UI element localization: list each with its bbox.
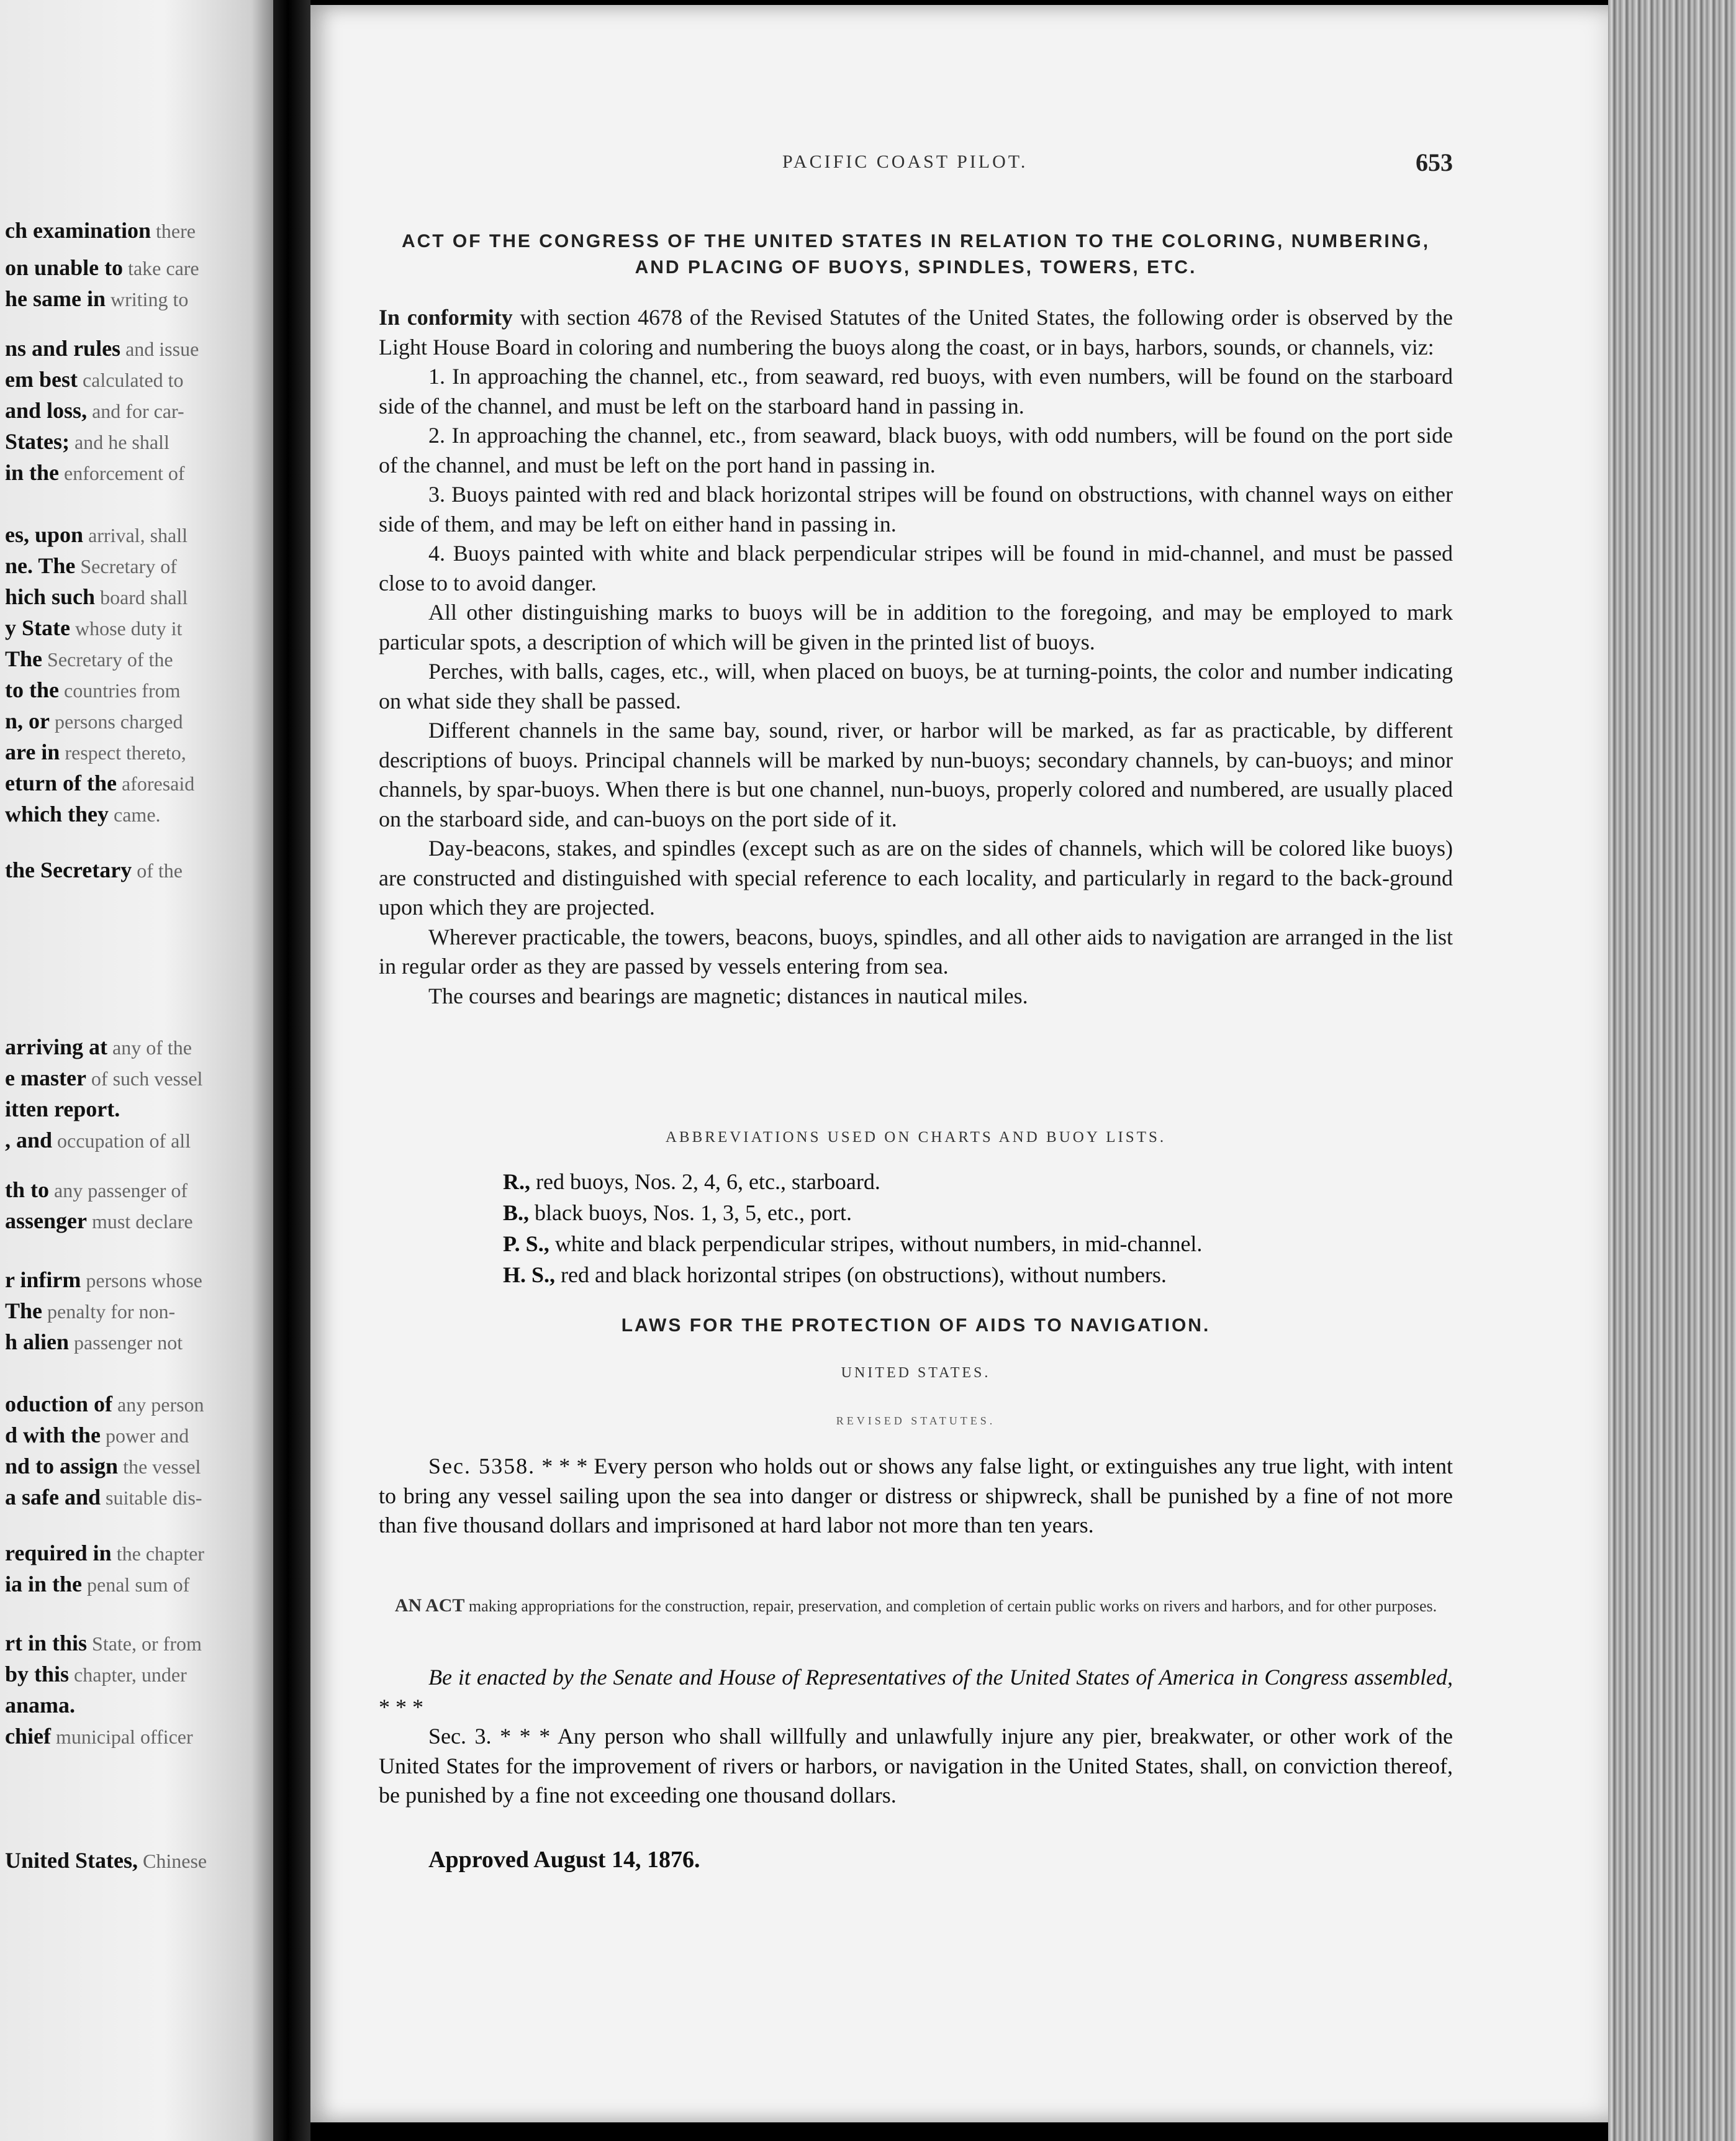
section-3-stars: * * * [491, 1724, 558, 1749]
abbreviation-item [503, 1166, 1434, 1197]
left-line-faint: whose duty it [70, 617, 183, 640]
left-page-line [5, 708, 183, 734]
left-line-bold: ia in the [5, 1572, 83, 1596]
left-line-bold: y State [5, 615, 70, 640]
left-line-faint: of such vessel [86, 1067, 203, 1090]
left-page-line [5, 1267, 202, 1293]
left-line-bold: d with the [5, 1423, 101, 1447]
left-line-bold: on unable to [5, 255, 124, 280]
left-line-bold: h alien [5, 1329, 70, 1354]
left-line-bold: in the [5, 460, 60, 485]
left-line-faint: Secretary of [75, 555, 177, 577]
paragraph-day-beacons: Day-beacons, stakes, and spindles (except such as are on the sides of channels, which will be colored like buoys) are constructed and distinguished with special reference to each locality, and particularly in regard to the back-ground upon which they are projected. [379, 836, 1453, 920]
left-page-line [5, 677, 180, 703]
left-page-line [5, 739, 186, 765]
left-line-bold: em best [5, 367, 78, 392]
left-page-line [5, 1540, 204, 1566]
abbreviation-code: H. S., [503, 1262, 556, 1287]
abbreviation-text: red buoys, Nos. 2, 4, 6, etc., starboard. [530, 1169, 880, 1194]
left-page-line [5, 1177, 188, 1203]
left-page-line [5, 857, 183, 883]
rule-3: 3. Buoys painted with red and black horizontal stripes will be found on obstructions, with channel ways on either side of them, and may be left on either hand in passing in. [379, 482, 1453, 536]
left-line-bold: nd to assign [5, 1454, 119, 1478]
left-page-line [5, 646, 173, 672]
left-line-faint: power and [101, 1424, 189, 1447]
rule-4: 4. Buoys painted with white and black perpendicular stripes will be found in mid-channel, and must be passed close to to avoid danger. [379, 541, 1453, 595]
left-line-faint: arrival, shall [83, 524, 188, 546]
left-line-faint: writing to [106, 288, 189, 310]
left-line-faint: countries from [58, 679, 181, 702]
left-line-bold: ne. The [5, 553, 76, 578]
abbreviation-item [503, 1197, 1434, 1228]
left-line-faint: aforesaid [116, 772, 195, 795]
left-line-bold: itten report. [5, 1097, 120, 1121]
left-line-faint: any person [112, 1393, 204, 1416]
left-line-faint: penal sum of [82, 1573, 190, 1596]
abbreviation-item [503, 1259, 1434, 1290]
abbreviation-code: B., [503, 1200, 530, 1225]
left-line-faint: take care [123, 257, 199, 279]
left-page-line [5, 335, 199, 361]
left-line-bold: and loss, [5, 398, 88, 423]
left-line-bold: are in [5, 740, 60, 764]
left-line-faint: and issue [120, 338, 199, 360]
left-line-faint: calculated to [77, 369, 184, 391]
page-edges [1608, 0, 1736, 2141]
left-line-bold: chief [5, 1724, 51, 1749]
left-page-line [5, 1298, 175, 1324]
left-page-line [5, 770, 194, 796]
left-page-line [5, 217, 196, 243]
left-page-line [5, 522, 188, 548]
left-page-line [5, 428, 170, 455]
left-line-bold: n, or [5, 708, 50, 733]
left-line-bold: anama. [5, 1693, 76, 1718]
enacting-block [379, 1663, 1453, 1811]
section-5358-stars: * * * [535, 1454, 594, 1478]
enacting-stars: * * * [379, 1694, 423, 1719]
left-line-bold: to the [5, 677, 59, 702]
left-page-line [5, 459, 185, 486]
revised-statutes-subtitle: REVISED STATUTES. [836, 1415, 996, 1427]
left-line-faint: and for car- [87, 400, 184, 422]
left-page-line [5, 1096, 120, 1122]
left-line-faint: must declare [86, 1210, 193, 1233]
left-page-line [5, 1692, 75, 1718]
running-head [379, 148, 1453, 185]
left-line-bold: e master [5, 1066, 86, 1090]
intro-paragraph [379, 303, 1453, 362]
left-page-line [5, 1127, 191, 1153]
left-line-bold: assenger [5, 1208, 87, 1233]
section-3-paragraph [379, 1722, 1453, 1811]
approved-date: Approved August 14, 1876. [428, 1847, 700, 1873]
left-line-faint: municipal officer [50, 1726, 193, 1748]
section-5358-label: Sec. 5358. [428, 1454, 536, 1478]
left-page-line [5, 286, 188, 312]
left-line-faint: any passenger of [49, 1179, 188, 1202]
act-title: ACT OF THE CONGRESS OF THE UNITED STATES IN RELATION TO THE COLORING, NUMBERING, AND PLACING OF BUOYS, SPINDLES, TOWERS, ETC. [401, 231, 1431, 278]
left-line-bold: ns and rules [5, 336, 121, 361]
left-line-bold: by this [5, 1662, 70, 1686]
section-3-label: Sec. 3. [428, 1724, 492, 1749]
left-line-bold: States; [5, 429, 70, 454]
left-line-faint: State, or from [87, 1632, 202, 1655]
left-page-line [5, 584, 188, 610]
left-line-faint: Chinese [138, 1850, 207, 1872]
paragraph-courses: The courses and bearings are magnetic; distances in nautical miles. [428, 983, 1028, 1008]
rule-2: 2. In approaching the channel, etc., from seaward, black buoys, with odd numbers, will be found on the port side of the channel, and must be left on the port hand in passing in. [379, 423, 1453, 478]
left-page-line [5, 366, 184, 392]
abbreviation-code: P. S., [503, 1231, 549, 1256]
act-body [379, 303, 1453, 1011]
paragraph-channels: Different channels in the same bay, sound, river, or harbor will be marked, as far as practicable, by different descriptions of buoys. Principal channels will be marked by nun-buoys; secondary channels, by can-buoys; and minor channels, by spar-buoys. When there is but one channel, nun-buoys, properly colored and numbered, are usually placed on the starboard side, and can-buoys on the port side of it. [379, 718, 1453, 831]
left-line-bold: he same in [5, 286, 106, 311]
book-gutter [273, 0, 310, 2141]
left-page-line [5, 397, 184, 423]
left-line-faint: of the [132, 859, 183, 882]
act-heading-lead: AN ACT [394, 1595, 465, 1616]
left-page-line [5, 1453, 201, 1479]
paragraph-wherever: Wherever practicable, the towers, beacons, buoys, spindles, and all other aids to navigation are arranged in the list in regular order as they are passed by vessels entering from sea. [379, 924, 1453, 979]
left-page-line [5, 1422, 189, 1448]
left-line-bold: , and [5, 1128, 53, 1152]
paragraph-perches: Perches, with balls, cages, etc., will, when placed on buoys, be at turning-points, the color and number indicating on what side they shall be passed. [379, 659, 1453, 713]
paragraph-distinguishing-marks: All other distinguishing marks to buoys will be in addition to the foregoing, and may be employed to mark particular spots, a description of which will be given in the printed list of buoys. [379, 600, 1453, 654]
section-5358-text: Every person who holds out or shows any false light, or extinguishes any true light, with intent to bring any vessel sailing upon the sea into danger or distress or shipwreck, shall be punished by a fine of not more than five thousand dollars and imprisoned at hard labor not more than ten years. [379, 1454, 1453, 1537]
page-number: 653 [1416, 148, 1453, 176]
act-heading [379, 1595, 1453, 1618]
left-line-bold: the Secretary [5, 858, 132, 882]
enacting-text: Be it enacted by the Senate and House of Representatives of the United States of America in Congress assembled, [428, 1665, 1453, 1690]
left-page-line [5, 1661, 187, 1687]
left-line-faint: persons whose [81, 1269, 202, 1292]
left-line-faint: the vessel [118, 1455, 201, 1478]
left-page-line [5, 1847, 207, 1873]
abbreviations-title: ABBREVIATIONS USED ON CHARTS AND BUOY LISTS. [665, 1129, 1167, 1146]
left-page-line [5, 801, 161, 827]
left-line-faint: board shall [95, 586, 188, 609]
left-line-bold: arriving at [5, 1034, 107, 1059]
section-3-text: Any person who shall willfully and unlawfully injure any pier, breakwater, or other work of the United States for the improvement of rivers or harbors, or navigation in the United States, shall, on conviction thereof, be punished by a fine not exceeding one thousand dollars. [379, 1724, 1453, 1808]
section-5358-paragraph [379, 1452, 1453, 1541]
left-line-faint: occupation of all [52, 1129, 191, 1152]
left-line-faint: the chapter [111, 1542, 204, 1565]
left-line-bold: United States, [5, 1848, 138, 1873]
left-line-faint: passenger not [69, 1331, 183, 1354]
abbreviations-list [503, 1166, 1434, 1290]
united-states-subtitle: UNITED STATES. [841, 1365, 991, 1381]
left-line-faint: came. [109, 803, 161, 826]
left-line-bold: r infirm [5, 1267, 81, 1292]
left-page-line [5, 1391, 204, 1417]
left-page-line [5, 1630, 202, 1656]
left-line-bold: The [5, 1298, 43, 1323]
left-line-bold: oduction of [5, 1392, 113, 1416]
left-line-bold: rt in this [5, 1631, 88, 1655]
intro-lead: In conformity [379, 305, 513, 330]
running-title: PACIFIC COAST PILOT. [782, 152, 1028, 172]
abbreviation-code: R., [503, 1169, 530, 1194]
left-line-faint: and he shall [69, 431, 170, 453]
act-heading-text: making appropriations for the construction, repair, preservation, and completion of certain public works on rivers and harbors, and for other purposes. [464, 1597, 1437, 1615]
left-line-bold: a safe and [5, 1485, 101, 1510]
intro-rest: with section 4678 of the Revised Statutes of the United States, the following order is observed by the Light House Board in coloring and numbering the buoys along the coast, or in bays, harbors, sounds, or channels, viz: [379, 305, 1453, 360]
left-page-line [5, 1034, 192, 1060]
left-line-bold: The [5, 646, 43, 671]
abbreviation-item [503, 1228, 1434, 1259]
left-page-line [5, 1723, 193, 1749]
left-line-bold: required in [5, 1541, 112, 1565]
left-line-bold: th to [5, 1177, 49, 1202]
left-page-line [5, 553, 177, 579]
left-line-bold: eturn of the [5, 771, 117, 795]
left-line-faint: penalty for non- [42, 1300, 176, 1323]
abbreviation-text: black buoys, Nos. 1, 3, 5, etc., port. [529, 1200, 852, 1225]
left-line-bold: hich such [5, 584, 96, 609]
abbreviation-text: white and black perpendicular stripes, without numbers, in mid-channel. [549, 1231, 1203, 1256]
left-facing-page [0, 0, 273, 2141]
left-line-faint: enforcement of [59, 462, 185, 484]
enacting-clause [379, 1663, 1453, 1722]
left-line-faint: suitable dis- [101, 1487, 202, 1509]
left-line-faint: persons charged [50, 710, 183, 733]
main-page [310, 5, 1621, 2122]
left-line-bold: ch examination [5, 218, 151, 243]
left-line-faint: Secretary of the [42, 648, 173, 671]
left-page-line [5, 1329, 183, 1355]
left-line-faint: there [151, 220, 196, 242]
left-line-bold: es, upon [5, 522, 84, 547]
rule-1: 1. In approaching the channel, etc., from seaward, red buoys, with even numbers, will be found on the starboard side of the channel, and must be left on the starboard hand in passing in. [379, 364, 1453, 419]
laws-title: LAWS FOR THE PROTECTION OF AIDS TO NAVIGATION. [621, 1315, 1211, 1336]
left-line-bold: which they [5, 802, 109, 826]
left-page-line [5, 1208, 193, 1234]
left-page-line [5, 1065, 202, 1091]
left-page-line [5, 1571, 189, 1597]
left-page-line [5, 1484, 202, 1510]
left-line-faint: respect thereto, [60, 741, 186, 764]
section-5358 [379, 1452, 1453, 1541]
left-line-faint: chapter, under [69, 1663, 187, 1686]
left-page-line [5, 615, 182, 641]
left-page-line [5, 255, 199, 281]
left-line-faint: any of the [107, 1036, 192, 1059]
abbreviation-text: red and black horizontal stripes (on obstructions), without numbers. [555, 1262, 1167, 1287]
